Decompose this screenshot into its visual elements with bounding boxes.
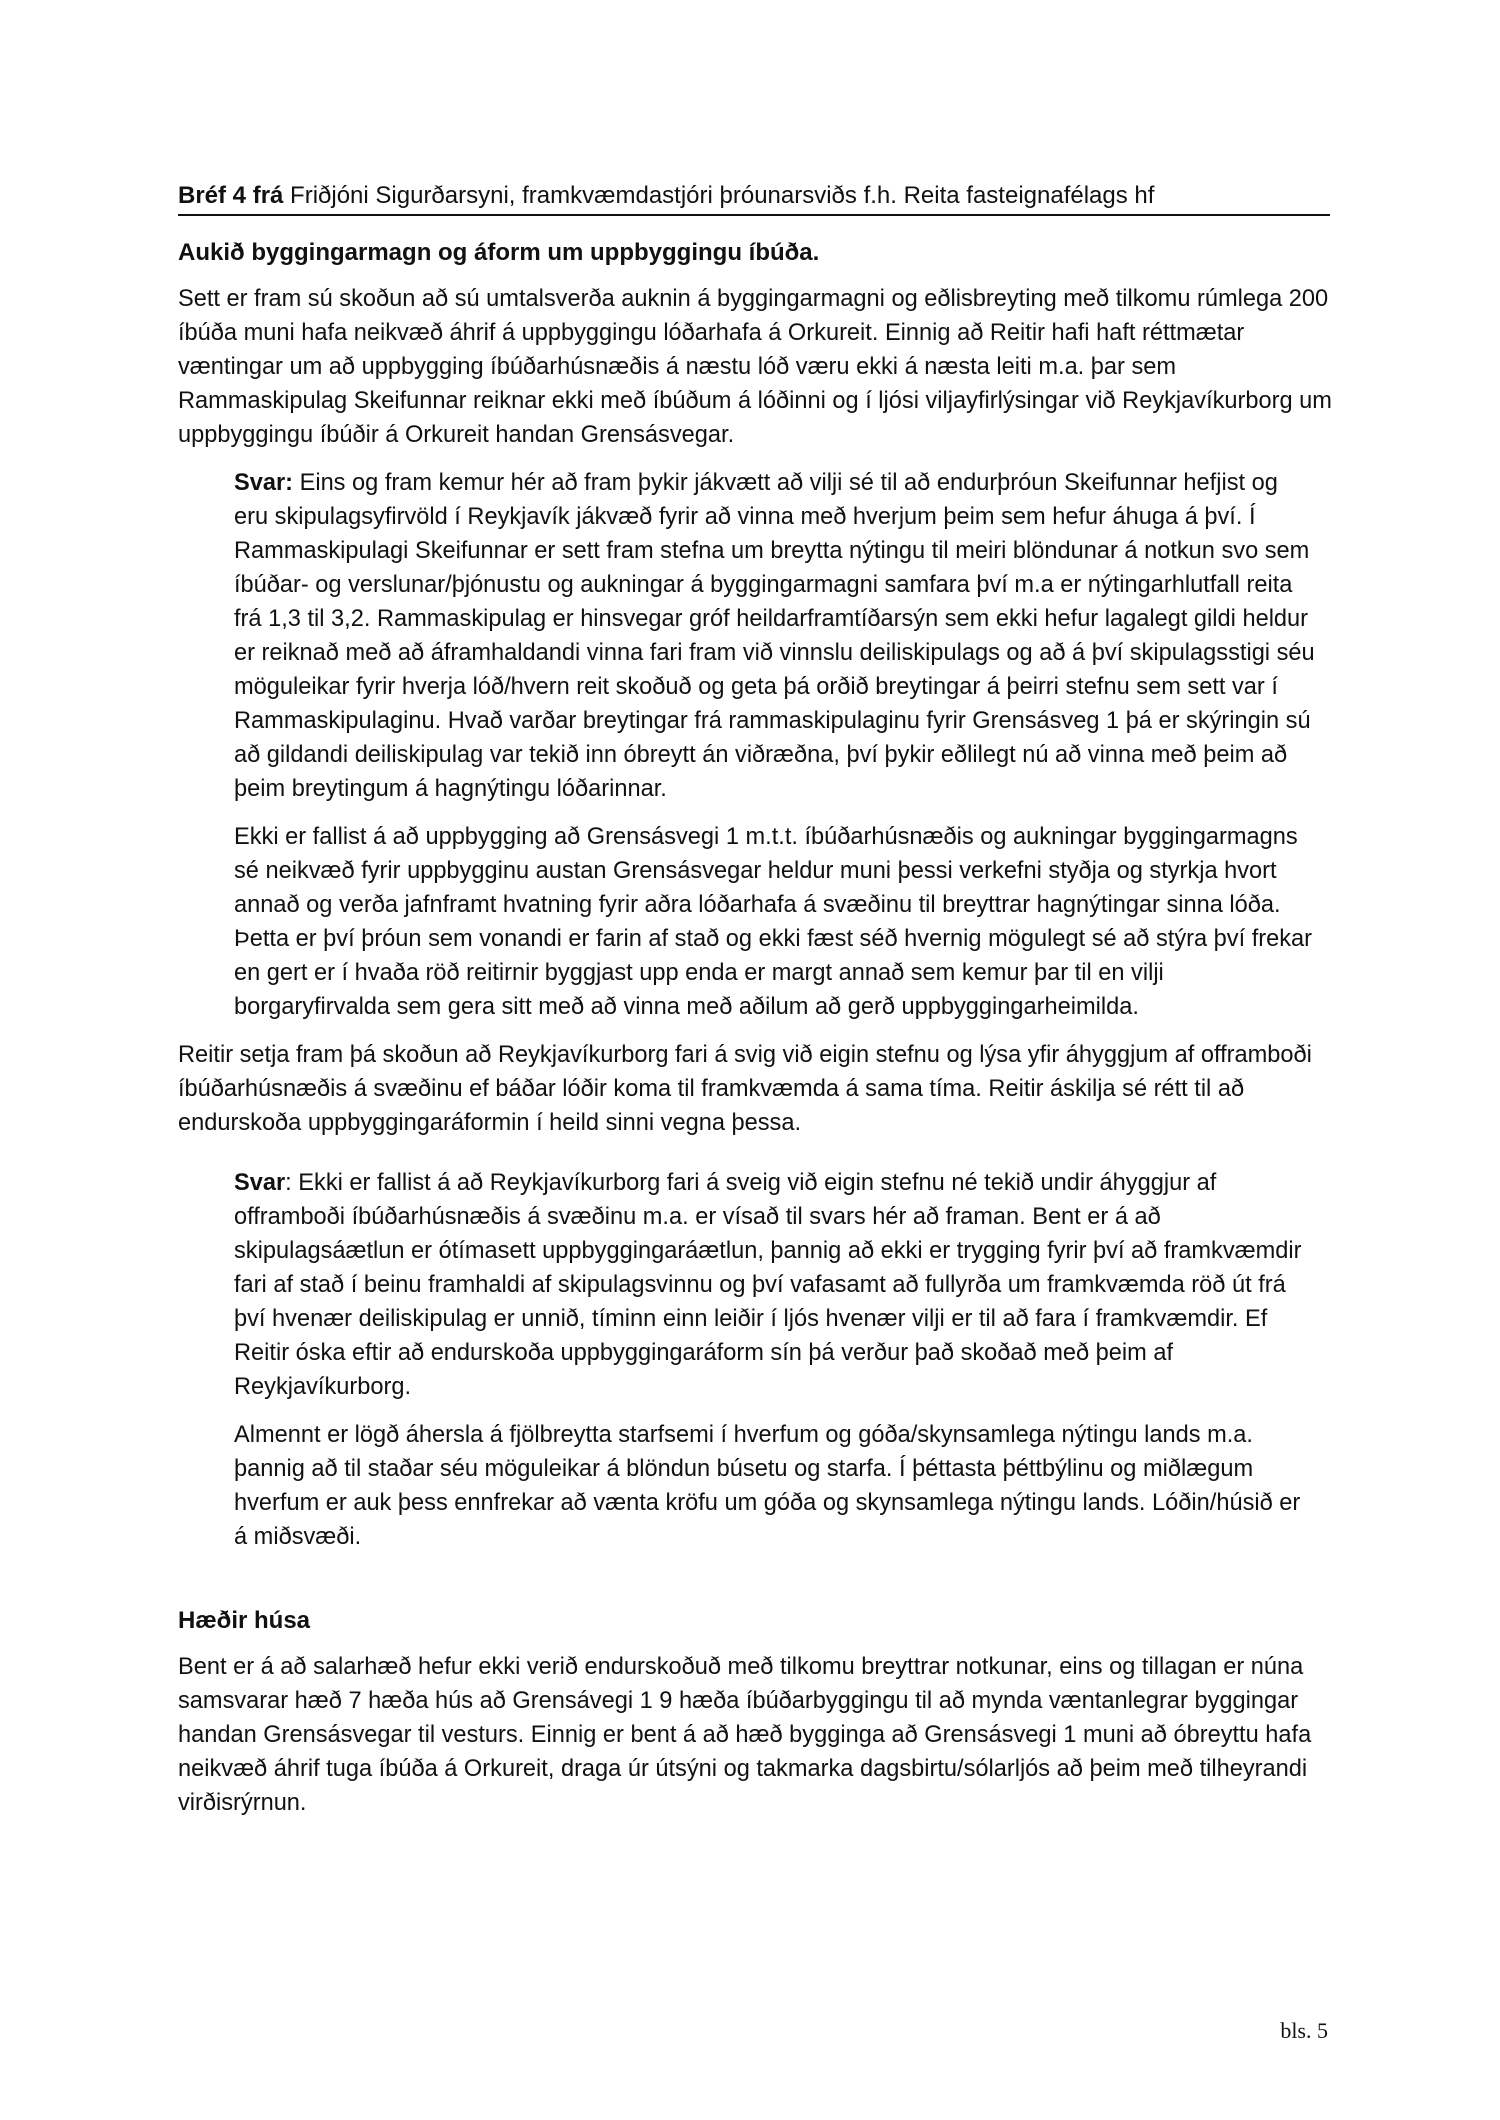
answer-paragraph-2b: Almennt er lögð áhersla á fjölbreytta starfsemi í hverfum og góða/skynsamlega nýtingu lands m.a. þannig að til staðar séu möguleikar á blöndun búsetu og starfa. Í þéttasta þéttbýlinu og miðlægum hverfum er auk þess ennfrekar að vænta kröfu um góða og skynsamlega nýtingu lands. Lóðin/húsið er á miðsvæði. — [234, 1422, 1301, 1550]
answer-paragraph-1 — [234, 466, 1316, 806]
answer-text: : Ekki er fallist á að Reykjavíkurborg fari á sveig við eigin stefnu né tekið undir áhyggjur af offramboði íbúðarhúsnæðis á svæðinu m.a. er vísað til svars hér að framan. Bent er á að skipulagsáætlun er ótímasett uppbyggingaráætlun, þannig að ekki er trygging fyrir því að framkvæmdir fari af stað í beinu framhaldi af skipulagsvinnu og því vafasamt að fullyrða um framkvæmda röð út frá því hvenær deiliskipulag er unnið, tíminn einn leiðir í ljós hvenær vilji er til að fara í framkvæmdir. Ef Reitir óska eftir að endurskoða uppbyggingaráform sín þá verður það skoðað með þeim af Reykjavíkurborg. — [234, 1170, 1302, 1400]
header-text: Friðjóni Sigurðarsyni, framkvæmdastjóri þróunarsviðs f.h. Reita fasteignafélags hf — [290, 182, 1155, 209]
page-number: bls. 5 — [1280, 2018, 1328, 2043]
answer-paragraph-1b: Ekki er fallist á að uppbygging að Grensásvegi 1 m.t.t. íbúðarhúsnæðis og aukningar byggingarmagns sé neikvæð fyrir uppbygginu austan Grensásvegar heldur muni þessi verkefni styðja og styrkja hvort annað og verða jafnframt hvatning fyrir aðra lóðarhafa á svæðinu til breyttrar hagnýtingar sinna lóða. Þetta er því þróun sem vonandi er farin af stað og ekki fæst séð hvernig mögulegt sé að stýra því frekar en gert er í hvaða röð reitirnir byggjast upp enda er margt annað sem kemur þar til en vilji borgaryfirvalda sem gera sitt með að vinna með aðilum að gerð uppbyggingarheimilda. — [234, 824, 1312, 1020]
section-title-building-volume: Aukið byggingarmagn og áform um uppbyggingu íbúða. — [178, 239, 820, 266]
objection-paragraph-3: Bent er á að salarhæð hefur ekki verið endurskoðuð með tilkomu breyttrar notkunar, eins og tillagan er núna samsvarar hæð 7 hæða hús að Grensávegi 1 9 hæða íbúðarbyggingu til að mynda væntanlegrar byggingar handan Grensásvegar til vesturs. Einnig er bent á að hæð bygginga að Grensásvegi 1 muni að óbreyttu hafa neikvæð áhrif tuga íbúða á Orkureit, draga úr útsýni og takmarka dagsbirtu/sólarljós að þeim með tilheyrandi virðisrýrnun. — [178, 1654, 1312, 1816]
objection-paragraph-1: Sett er fram sú skoðun að sú umtalsverða auknin á byggingarmagni og eðlisbreyting með tilkomu rúmlega 200 íbúða muni hafa neikvæð áhrif á uppbyggingu lóðarhafa á Orkureit. Einnig að Reitir hafi haft réttmætar væntingar um að uppbygging íbúðarhúsnæðis á næstu lóð væru ekki á næsta leiti m.a. þar sem Rammaskipulag Skeifunnar reiknar ekki með íbúðum á lóðinni og í ljósi viljayfirlýsingar við Reykjavíkurborg um uppbyggingu íbúðir á Orkureit handan Grensásvegar. — [178, 286, 1332, 448]
document-body — [178, 236, 1336, 1834]
answer-label: Svar — [234, 1170, 286, 1196]
answer-label: Svar: — [234, 470, 294, 496]
header-label: Bréf 4 frá — [178, 182, 284, 209]
answer-paragraph-2 — [234, 1166, 1316, 1404]
section-title-building-heights: Hæðir húsa — [178, 1607, 311, 1634]
section-spacer — [178, 1568, 1336, 1604]
letter-header — [178, 180, 1330, 216]
objection-paragraph-2: Reitir setja fram þá skoðun að Reykjavíkurborg fari á svig við eigin stefnu og lýsa yfir áhyggjum af offramboði íbúðarhúsnæðis á svæðinu ef báðar lóðir koma til framkvæmda á sama tíma. Reitir áskilja sé rétt til að endurskoða uppbyggingaráformin í heild sinni vegna þessa. — [178, 1042, 1312, 1136]
answer-text: Eins og fram kemur hér að fram þykir jákvætt að vilji sé til að endurþróun Skeifunnar hefjist og eru skipulagsyfirvöld í Reykjavík jákvæð fyrir að vinna með hverjum þeim sem hefur áhuga á því. Í Rammaskipulagi Skeifunnar er sett fram stefna um breytta nýtingu til meiri blöndunar á notkun svo sem íbúðar- og verslunar/þjónustu og aukningar á byggingarmagni samfara því m.a er nýtingarhlutfall reita frá 1,3 til 3,2. Rammaskipulag er hinsvegar gróf heildarframtíðarsýn sem ekki hefur lagalegt gildi heldur er reiknað með að áframhaldandi vinna fari fram við vinnslu deiliskipulags og að á því skipulagsstigi séu möguleikar fyrir hverja lóð/hvern reit skoðuð og geta þá orðið breytingar á þeirri stefnu sem sett var í Rammaskipulaginu. Hvað varðar breytingar frá rammaskipulaginu fyrir Grensásveg 1 þá er skýringin sú að gildandi deiliskipulag var tekið inn óbreytt án viðræðna, því þykir eðlilegt nú að vinna með þeim að þeim breytingum á hagnýtingu lóðarinnar. — [234, 470, 1315, 802]
